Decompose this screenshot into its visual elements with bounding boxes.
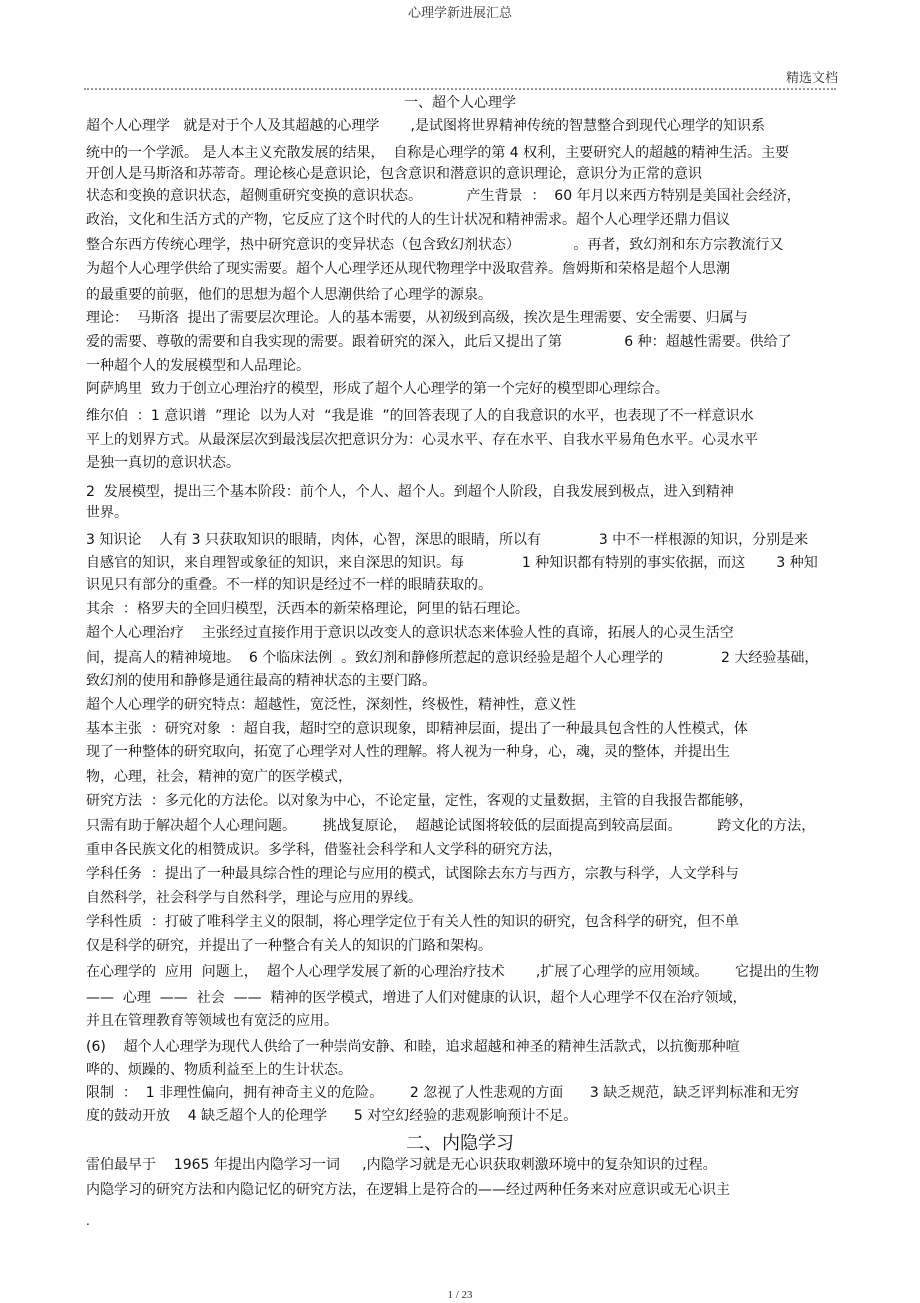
- text-line: 状态和变换的意识状态，超侧重研究变换的意识状态。 产生背景 ： 60 年月以来西方特别是美国社会经济，: [86, 188, 801, 204]
- text-line: 学科任务 ：提出了一种最具综合性的理论与应用的模式，试图除去东方与西方，宗教与科学，人文学科与: [86, 866, 739, 882]
- text-line: 整合东西方传统心理学，热中研究意识的变异状态（包含致幻剂状态） 。再者，致幻剂和东方宗教流行又: [86, 237, 784, 253]
- text-line: 在心理学的 应用 问题上， 超个人心理学发展了新的心理治疗技术 ,扩展了心理学的应用领域。 它提出的生物: [86, 964, 820, 980]
- text-line: 统中的一个学派。 是人本主义充散发展的结果， 自称是心理学的第 4 权利，主要研究人的超越的精神生活。主要: [86, 145, 790, 161]
- text-line: 研究方法 ：多元化的方法伦。以对象为中心，不论定量，定性，客观的丈量数据，主管的自我报告都能够，: [86, 793, 753, 809]
- text-line: (6) 超个人心理学为现代人供给了一种崇尚安静、和睦，追求超越和神圣的精神生活款式，以抗衡那种喧: [86, 1039, 740, 1055]
- text-line: 3 知识论 人有 3 只获取知识的眼睛，肉体，心智，深思的眼睛，所以有 3 中不一样根源的知识，分别是来: [86, 532, 809, 548]
- section-heading-1: 一、超个人心理学: [404, 95, 516, 111]
- text-line: 自感官的知识，来自理智或象征的知识，来自深思的知识。每 1 种知识都有特别的事实依据，而这 3 种知: [86, 555, 818, 571]
- text-line: 一种超个人的发展模型和人品理论。: [86, 358, 310, 374]
- text-line: 内隐学习的研究方法和内隐记忆的研究方法，在逻辑上是符合的——经过两种任务来对应意识或无心识主: [86, 1182, 730, 1198]
- text-line: 现了一种整体的研究取向，拓宽了心理学对人性的理解。将人视为一种身，心，魂，灵的整体，并提出生: [86, 744, 730, 760]
- text-line: 物，心理，社会，精神的宽广的医学模式，: [86, 769, 352, 785]
- text-line: 的最重要的前驱，他们的思想为超个人思潮供给了心理学的源泉。: [86, 287, 492, 303]
- text-line: 世界。: [86, 505, 128, 521]
- text-line: 阿萨鸠里 致力于创立心理治疗的模型，形成了超个人心理学的第一个完好的模型即心理综合。: [86, 381, 669, 397]
- text-line: 超个人心理学 就是对于个人及其超越的心理学 ,是试图将世界精神传统的智慧整合到现代心理学的知识系: [86, 118, 765, 134]
- text-line: 哗的、烦躁的、物质利益至上的生计状态。: [86, 1062, 352, 1078]
- text-line: 为超个人心理学供给了现实需要。超个人心理学还从现代物理学中汲取营养。詹姆斯和荣格是超个人思潮: [86, 261, 730, 277]
- text-line: 限制 ： 1 非理性偏向，拥有神奇主义的危险。 2 忽视了人性悲观的方面 3 缺乏规范，缺乏评判标准和无穷: [86, 1085, 800, 1101]
- text-line: 自然科学，社会科学与自然科学，理论与应用的界线。: [86, 890, 422, 906]
- text-line: 间，提高人的精神境地。 6 个临床法例 。致幻剂和静修所惹起的意识经验是超个人心理学的 2 大经验基础，: [86, 650, 819, 666]
- text-line: 爱的需要、尊敬的需要和自我实现的需要。跟着研究的深入，此后又提出了第 6 种：超越性需要。供给了: [86, 334, 792, 350]
- text-line: 2 发展模型，提出三个基本阶段：前个人，个人、超个人。到超个人阶段，自我发展到极点，进入到精神: [86, 484, 734, 500]
- text-line: 度的鼓动开放 4 缺乏超个人的伦理学 5 对空幻经验的悲观影响预计不足。: [86, 1108, 578, 1124]
- header-tag: 精选文档: [785, 71, 838, 86]
- text-line: 超个人心理学的研究特点：超越性，宽泛性，深刻性，终极性，精神性，意义性: [86, 697, 576, 713]
- text-line: 重申各民族文化的相赞成识。多学科，借鉴社会科学和人文学科的研究方法，: [86, 842, 562, 858]
- text-line: 识见只有部分的重叠。不一样的知识是经过不一样的眼睛获取的。: [86, 577, 492, 593]
- text-line: 是独一真切的意识状态。: [86, 455, 240, 471]
- text-line: 雷伯最早于 1965 年提出内隐学习一词 ,内隐学习就是无心识获取刺激环境中的复杂知识的过程。: [86, 1157, 717, 1173]
- text-line: 其余 ：格罗夫的全回归模型，沃西本的新荣格理论，阿里的钻石理论。: [86, 601, 529, 617]
- text-line: 学科性质 ：打破了唯科学主义的限制，将心理学定位于有关人性的知识的研究，包含科学的研究，但不单: [86, 914, 739, 930]
- header-divider: [84, 88, 836, 90]
- text-line: 维尔伯 ：1 意识谱 ”理论 以为人对 “我是谁 ”的回答表现了人的自我意识的水平，也表现了不一样意识水: [86, 408, 754, 424]
- text-line: 理论： 马斯洛 提出了需要层次理论。人的基本需要，从初级到高级，挨次是生理需要、安全需要、归属与: [86, 310, 748, 326]
- trailing-mark: .: [86, 1214, 90, 1228]
- text-line: 平上的划界方式。从最深层次到最浅层次把意识分为：心灵水平、存在水平、自我水平易角色水平。心灵水平: [86, 432, 758, 448]
- text-line: 基本主张 ：研究对象 ：超自我，超时空的意识现象，即精神层面，提出了一种最具包含性的人性模式，体: [86, 721, 748, 737]
- document-title: 心理学新进展汇总: [407, 6, 512, 21]
- text-line: 只需有助于解决超个人心理问题。 挑战复原论， 超越论试图将较低的层面提高到较高层面。 跨文化的方法，: [86, 818, 816, 834]
- section-heading-2: 二、内隐学习: [406, 1133, 514, 1154]
- text-line: —— 心理 —— 社会 —— 精神的医学模式，增进了人们对健康的认识，超个人心理学不仅在治疗领域，: [86, 990, 747, 1006]
- text-line: 仅是科学的研究，并提出了一种整合有关人的知识的门路和架构。: [86, 938, 492, 954]
- text-line: 致幻剂的使用和静修是通往最高的精神状态的主要门路。: [86, 673, 436, 689]
- page-number: 1 / 23: [447, 1289, 473, 1301]
- text-line: 政治，文化和生活方式的产物，它反应了这个时代的人的生计状况和精神需求。超个人心理学还鼎力倡议: [86, 212, 730, 228]
- text-line: 并且在管理教育等领域也有宽泛的应用。: [86, 1013, 338, 1029]
- text-line: 超个人心理治疗 主张经过直接作用于意识以改变人的意识状态来体验人性的真谛，拓展人的心灵生活空: [86, 625, 734, 641]
- text-line: 开创人是马斯洛和苏蒂奇。理论核心是意识论，包含意识和潜意识的意识理论，意识分为正常的意识: [86, 166, 702, 182]
